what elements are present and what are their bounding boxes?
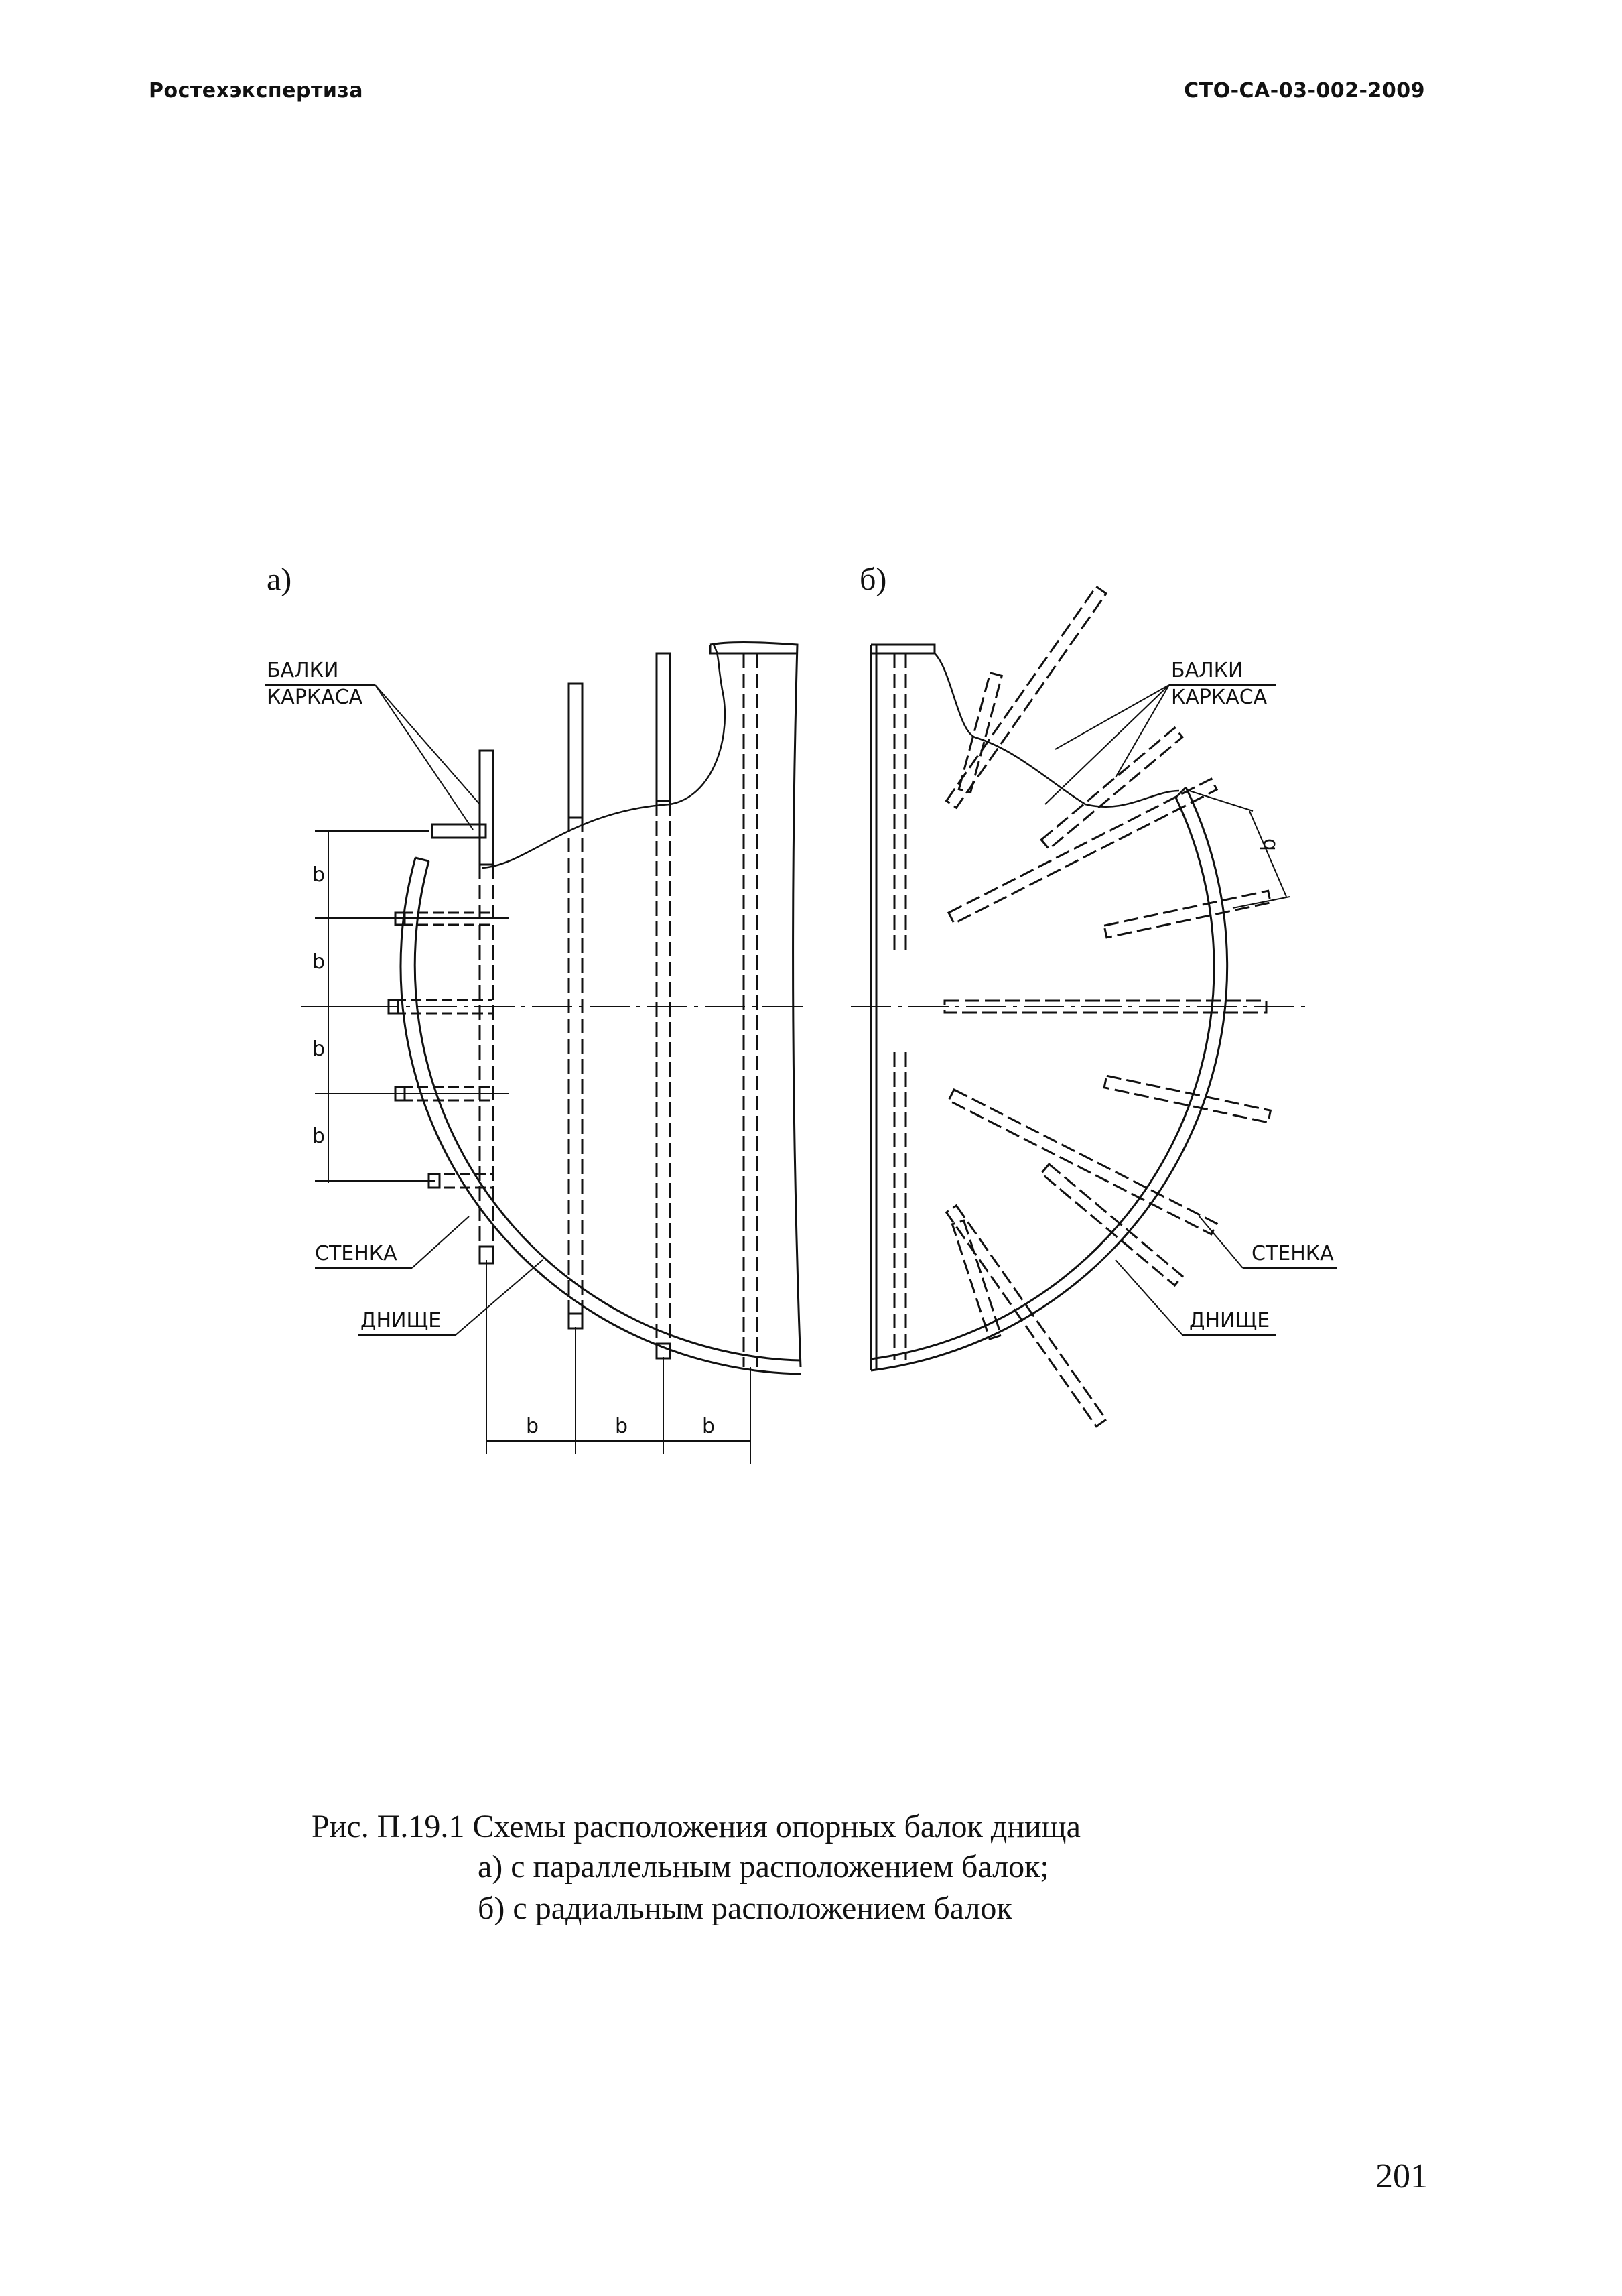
header-organization: Ростехэкспертиза xyxy=(149,79,364,103)
part-a-dim-h2: b xyxy=(615,1415,628,1438)
caption-line-2: а) с параллельным расположением балок; xyxy=(478,1849,1049,1885)
header-document-code: СТО-СА-03-002-2009 xyxy=(1184,79,1425,103)
part-a-beams-label-2: КАРКАСА xyxy=(267,686,363,709)
part-b-wall-label: СТЕНКА xyxy=(1252,1242,1334,1265)
part-b-beams-label-2: КАРКАСА xyxy=(1171,686,1268,709)
part-a-beam-4 xyxy=(744,653,757,1367)
part-b-diagram xyxy=(851,586,1337,1426)
part-b-dim-arc: b xyxy=(1257,838,1280,851)
part-a-dim-h3: b xyxy=(702,1415,716,1438)
part-a-label: а) xyxy=(267,562,292,597)
part-a-wall-outer xyxy=(401,858,801,1374)
part-a-dim-v2: b xyxy=(312,950,326,974)
page-number: 201 xyxy=(1375,2157,1428,2195)
caption-line-1: Рис. П.19.1 Схемы расположения опорных балок днища xyxy=(312,1809,1081,1844)
part-a-dim-v4: b xyxy=(312,1125,326,1148)
part-a-bottom-label: ДНИЩЕ xyxy=(360,1309,442,1332)
part-a-diagram xyxy=(265,643,804,1465)
caption-line-3: б) с радиальным расположением балок xyxy=(478,1891,1012,1926)
part-a-dim-h1: b xyxy=(526,1415,539,1438)
part-b-label: б) xyxy=(860,562,887,597)
part-b-beams-label-1: БАЛКИ xyxy=(1171,659,1243,682)
part-a-dim-v3: b xyxy=(312,1037,326,1061)
part-b-bottom-label: ДНИЩЕ xyxy=(1189,1309,1270,1332)
part-a-beams-label-1: БАЛКИ xyxy=(267,659,339,682)
part-a-wall-label: СТЕНКА xyxy=(315,1242,397,1265)
part-a-dim-v1: b xyxy=(312,863,326,887)
